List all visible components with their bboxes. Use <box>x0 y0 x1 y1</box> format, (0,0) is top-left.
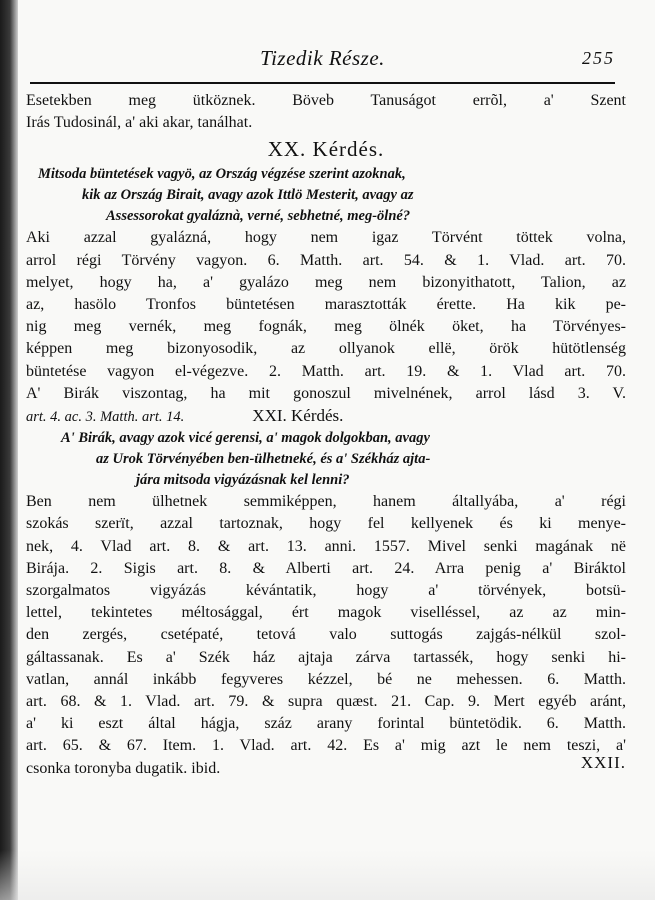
text-line: lettel, tekintetes méltosággal, ért magok viselléssel, az az min- <box>26 604 626 622</box>
text-line: den zergés, csetépaté, tetová valo suttogás zajgás-nélkül szol- <box>26 626 626 644</box>
text-line: art. 65. & 67. Item. 1. Vlad. art. 42. Es a' mig azt le nem teszi, a' <box>26 737 626 755</box>
header-rule <box>30 82 615 84</box>
text-line: nig meg vernék, meg fognák, meg ölnék öket, ha Törvényes- <box>26 318 626 336</box>
scan-left-edge <box>0 0 18 900</box>
text-line: arrol régi Törvény vagyon. 6. Matth. art. 54. & 1. Vlad. art. 70. <box>26 251 626 269</box>
citation-text: art. 4. ac. 3. Matth. art. 14. <box>26 409 185 426</box>
text-line: büntetése vagyon el-végezve. 2. Matth. art. 19. & 1. Vlad art. 70. <box>26 362 626 380</box>
question-text-line: Assessorokat gyaláznà, verné, sebhetné, meg-ölné? <box>106 208 411 225</box>
question-heading-20: XX. Kérdés. <box>267 137 385 162</box>
text-line: szorgalmatos vigyázás kévántatik, hogy a' törvények, botsü- <box>26 582 626 600</box>
text-line: szokás szerït, azzal tartoznak, hogy fel kellyenek és ki menye- <box>26 515 626 533</box>
text-line: vatlan, annál inkább fegyveres kézzel, bé ne mehessen. 6. Matth. <box>26 670 626 688</box>
text-line: art. 68. & 1. Vlad. art. 79. & supra quæst. 21. Cap. 9. Mert egyéb aránt, <box>26 693 626 711</box>
running-head: Tizedik Része. <box>260 46 385 70</box>
last-line-with-catchword <box>26 752 626 780</box>
scan-bottom-shade <box>0 850 655 900</box>
body-text <box>26 90 626 780</box>
text-line: nek, 4. Vlad art. 8. & art. 13. anni. 1557. Mivel senki magának në <box>26 537 626 555</box>
question-text-line: kik az Ország Birait, avagy azok Ittlö Mesterit, avagy az <box>82 187 414 204</box>
question-text-line: az Urok Törvényében ben-ülhetneké, és a' Székház ajta- <box>96 451 431 468</box>
text-line: csonka toronyba dugatik. ibid. <box>26 759 221 777</box>
question-text-line: A' Birák, avagy azok vicé gerensi, a' magok dolgokban, avagy <box>61 430 430 447</box>
page-number: 255 <box>582 48 615 68</box>
text-line: gáltassanak. Es a' Szék ház ajtaja zárva tartassék, hogy senki hi- <box>26 648 626 666</box>
text-line-with-heading <box>26 405 626 428</box>
question-heading-21: XXI. Kérdés. <box>252 406 344 426</box>
catchword: XXII. <box>580 752 626 772</box>
question-text-line: jára mitsoda vigyázásnak kel lenni? <box>136 472 350 489</box>
text-line: Birája. 2. Sigis art. 8. & Alberti art. 24. Arra penig a' Biráktol <box>26 559 626 577</box>
text-line: melyet, hogy ha, a' gyalázo meg nem bizonyithatott, Talion, az <box>26 273 626 291</box>
text-line: Ben nem ülhetnek semmiképpen, hanem általlyába, a' régi <box>26 493 626 511</box>
page-header <box>30 46 615 86</box>
text-line: a' ki eszt által hágja, száz arany forintal büntetödik. 6. Matth. <box>26 715 626 733</box>
text-line: az, hasölo Tronfos büntetésen marasztották érette. Ha kik pe- <box>26 296 626 314</box>
text-line: A' Birák viszontag, ha mit gonoszul mivelnének, arrol lásd 3. V. <box>26 384 626 402</box>
text-line: Aki azzal gyalázná, hogy nem igaz Törvént töttek volna, <box>26 229 626 247</box>
text-line: képpen meg bizonyosodik, az ollyanok ellë, örök hütötlenség <box>26 340 626 358</box>
text-line: Irás Tudosinál, a' aki akar, tanálhat. <box>26 114 253 132</box>
question-text-line: Mitsoda büntetések vagyö, az Ország végzése szerint azoknak, <box>38 166 406 183</box>
text-line: Esetekben meg ütköznek. Böveb Tanuságot errõl, a' Szent <box>26 92 626 109</box>
